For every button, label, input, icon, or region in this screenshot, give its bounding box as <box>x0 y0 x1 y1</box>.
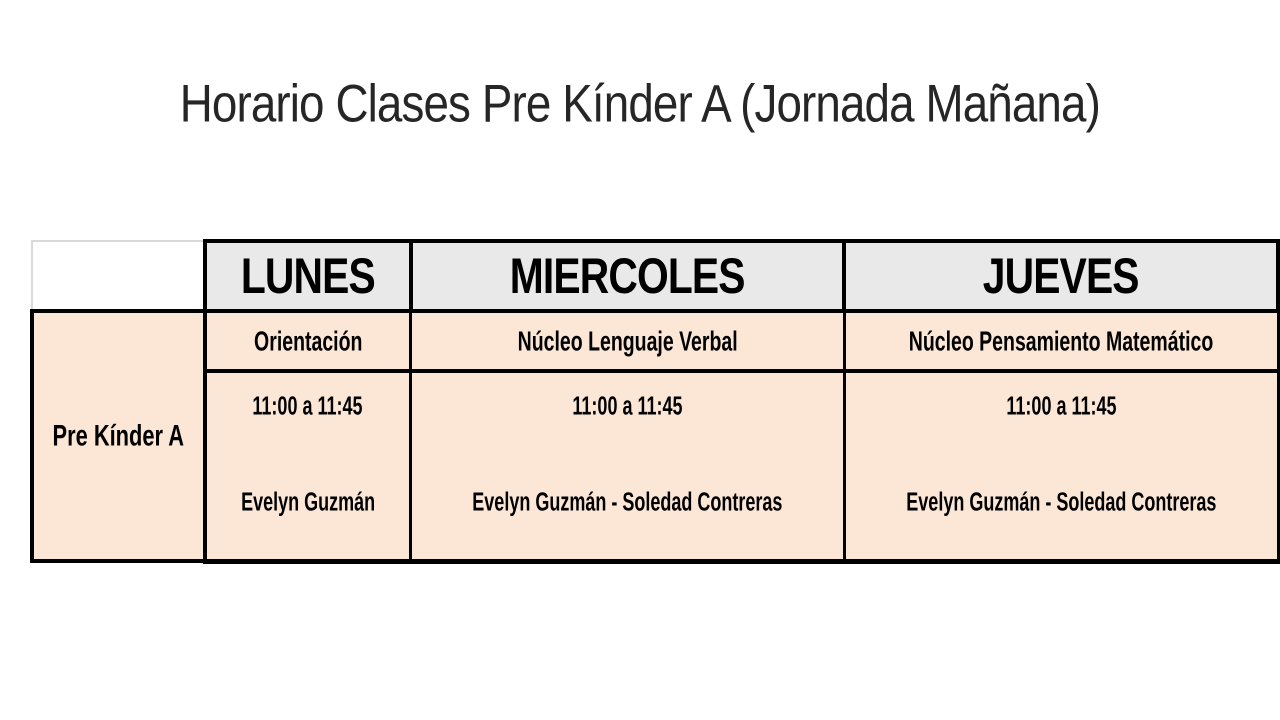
teacher-names <box>207 487 410 517</box>
teacher-text: Evelyn Guzmán - Soledad Contreras <box>906 487 1217 517</box>
day-header-label: LUNES <box>240 248 375 304</box>
subject-cell-jueves <box>844 311 1278 371</box>
subject-cell-miercoles <box>411 311 845 371</box>
page-title-text: Horario Clases Pre Kínder A (Jornada Mañana) <box>179 74 1101 134</box>
time-text: 11:00 a 11:45 <box>572 391 683 421</box>
schedule-cell-miercoles <box>411 371 845 561</box>
subject-text: Núcleo Lenguaje Verbal <box>517 324 738 357</box>
teacher-text: Evelyn Guzmán - Soledad Contreras <box>472 487 783 517</box>
body-row <box>32 371 1278 561</box>
day-header-miercoles <box>411 241 845 311</box>
schedule-table <box>30 239 1280 564</box>
time-text: 11:00 a 11:45 <box>1006 391 1117 421</box>
page-title <box>0 74 1280 134</box>
teacher-names <box>412 487 843 517</box>
subject-row <box>32 311 1278 371</box>
subject-cell-lunes <box>205 311 411 371</box>
teacher-names <box>846 487 1277 517</box>
day-header-label: MIERCOLES <box>510 248 745 304</box>
corner-cell <box>32 241 205 311</box>
day-header-label: JUEVES <box>983 248 1140 304</box>
time-slot <box>846 391 1277 421</box>
day-header-jueves <box>844 241 1278 311</box>
subject-text: Núcleo Pensamiento Matemático <box>908 324 1214 357</box>
schedule-cell-jueves <box>844 371 1278 561</box>
schedule-cell-lunes <box>205 371 411 561</box>
header-row <box>32 241 1278 311</box>
subject-text: Orientación <box>253 324 363 357</box>
day-header-lunes <box>205 241 411 311</box>
row-label-text: Pre Kínder A <box>52 419 185 452</box>
time-text: 11:00 a 11:45 <box>252 391 363 421</box>
teacher-text: Evelyn Guzmán <box>240 487 375 517</box>
row-label-cell <box>32 311 205 561</box>
time-slot <box>412 391 843 421</box>
time-slot <box>207 391 410 421</box>
